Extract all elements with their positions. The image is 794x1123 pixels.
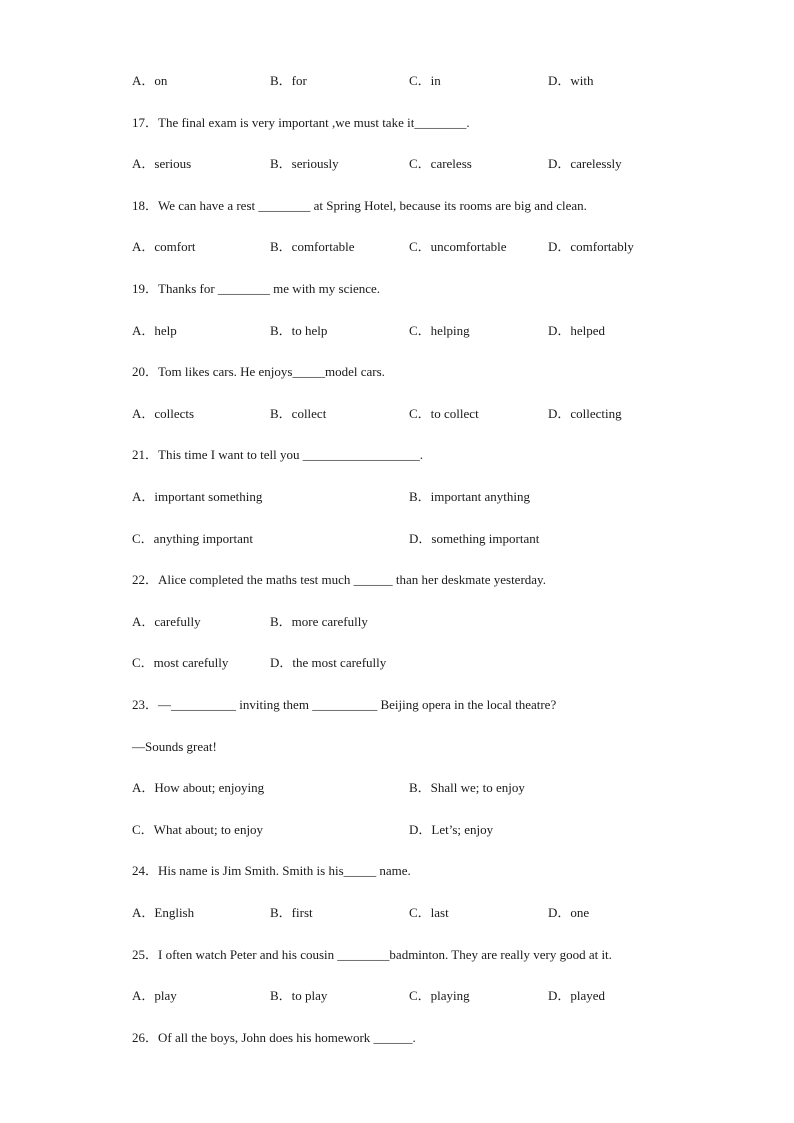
- question-text: 19．Thanks for ________ me with my science.: [132, 281, 381, 296]
- question-line: [0, 114, 794, 132]
- answer-options-row: [0, 72, 794, 90]
- answer-option: B．for: [270, 73, 307, 88]
- answer-option: B．Shall we; to enjoy: [409, 780, 525, 796]
- answer-option: A．carefully: [132, 613, 201, 629]
- answer-option: B．to help: [270, 322, 328, 338]
- question-line: [0, 571, 794, 589]
- answer-options-row: [0, 530, 794, 548]
- answer-option: D．with: [548, 73, 594, 88]
- answer-options-row: [0, 821, 794, 839]
- question-line: [0, 862, 794, 880]
- answer-option: D．played: [548, 988, 606, 1004]
- answer-option: C．helping: [409, 322, 470, 338]
- answer-options-row: [0, 488, 794, 506]
- answer-option: A．play: [132, 988, 177, 1004]
- answer-options-row: [0, 987, 794, 1005]
- answer-option: D．helped: [548, 322, 606, 338]
- answer-option: C．last: [409, 905, 449, 920]
- answer-option: B．important anything: [409, 489, 530, 504]
- answer-option: A．on: [132, 73, 168, 88]
- answer-option: D．carelessly: [548, 156, 622, 172]
- answer-option: A．help: [132, 322, 177, 338]
- question-text: —Sounds great!: [132, 738, 217, 754]
- question-text: 22．Alice completed the maths test much ______ than her deskmate yesterday.: [132, 572, 546, 588]
- answer-option: B．collect: [270, 405, 327, 421]
- question-text: 23．—__________ inviting them __________ Beijing opera in the local theatre?: [132, 697, 557, 712]
- answer-option: D．collecting: [548, 405, 622, 421]
- question-text: 18．We can have a rest ________ at Spring Hotel, because its rooms are big and clean.: [132, 197, 587, 213]
- answer-option: D．one: [548, 905, 590, 920]
- answer-option: D．comfortably: [548, 239, 634, 255]
- answer-options-row: [0, 613, 794, 631]
- question-text: 20．Tom likes cars. He enjoys_____model cars.: [132, 364, 385, 380]
- answer-options-row: [0, 238, 794, 256]
- question-line: [0, 1029, 794, 1047]
- answer-option: C．in: [409, 73, 441, 88]
- answer-option: A．How about; enjoying: [132, 780, 265, 796]
- answer-options-row: [0, 405, 794, 423]
- answer-options-row: [0, 654, 794, 672]
- question-line: [0, 197, 794, 215]
- question-text: 25．I often watch Peter and his cousin ________badminton. They are really very good at it.: [132, 946, 612, 962]
- answer-options-row: [0, 904, 794, 922]
- answer-option: C．What about; to enjoy: [132, 821, 264, 837]
- question-line: [0, 280, 794, 298]
- answer-option: D．Let’s; enjoy: [409, 821, 494, 837]
- question-line: [0, 946, 794, 964]
- answer-options-row: [0, 322, 794, 340]
- answer-option: D．something important: [409, 530, 540, 546]
- answer-option: C．anything important: [132, 530, 253, 546]
- question-text: 26．Of all the boys, John does his homework ______.: [132, 1029, 416, 1045]
- answer-option: B．seriously: [270, 156, 339, 172]
- question-line: [0, 696, 794, 714]
- answer-options-row: [0, 155, 794, 173]
- question-text: 24．His name is Jim Smith. Smith is his_____ name.: [132, 863, 411, 879]
- question-line: [0, 446, 794, 464]
- answer-option: C．most carefully: [132, 655, 229, 671]
- answer-option: B．to play: [270, 988, 328, 1004]
- answer-options-row: [0, 779, 794, 797]
- answer-option: A．comfort: [132, 239, 196, 255]
- answer-option: C．careless: [409, 156, 472, 172]
- question-text: 21．This time I want to tell you __________________.: [132, 447, 424, 463]
- answer-option: A．important something: [132, 489, 263, 504]
- answer-option: B．comfortable: [270, 239, 355, 255]
- answer-option: C．to collect: [409, 405, 479, 421]
- answer-option: A．English: [132, 905, 195, 920]
- answer-option: A．collects: [132, 405, 195, 421]
- answer-option: B．first: [270, 905, 313, 920]
- answer-option: D．the most carefully: [270, 655, 387, 671]
- answer-option: C．playing: [409, 988, 470, 1004]
- question-line: [0, 363, 794, 381]
- answer-option: A．serious: [132, 156, 192, 172]
- answer-option: C．uncomfortable: [409, 239, 507, 255]
- question-line: [0, 738, 794, 756]
- question-text: 17．The final exam is very important ,we must take it________.: [132, 114, 470, 130]
- answer-option: B．more carefully: [270, 613, 368, 629]
